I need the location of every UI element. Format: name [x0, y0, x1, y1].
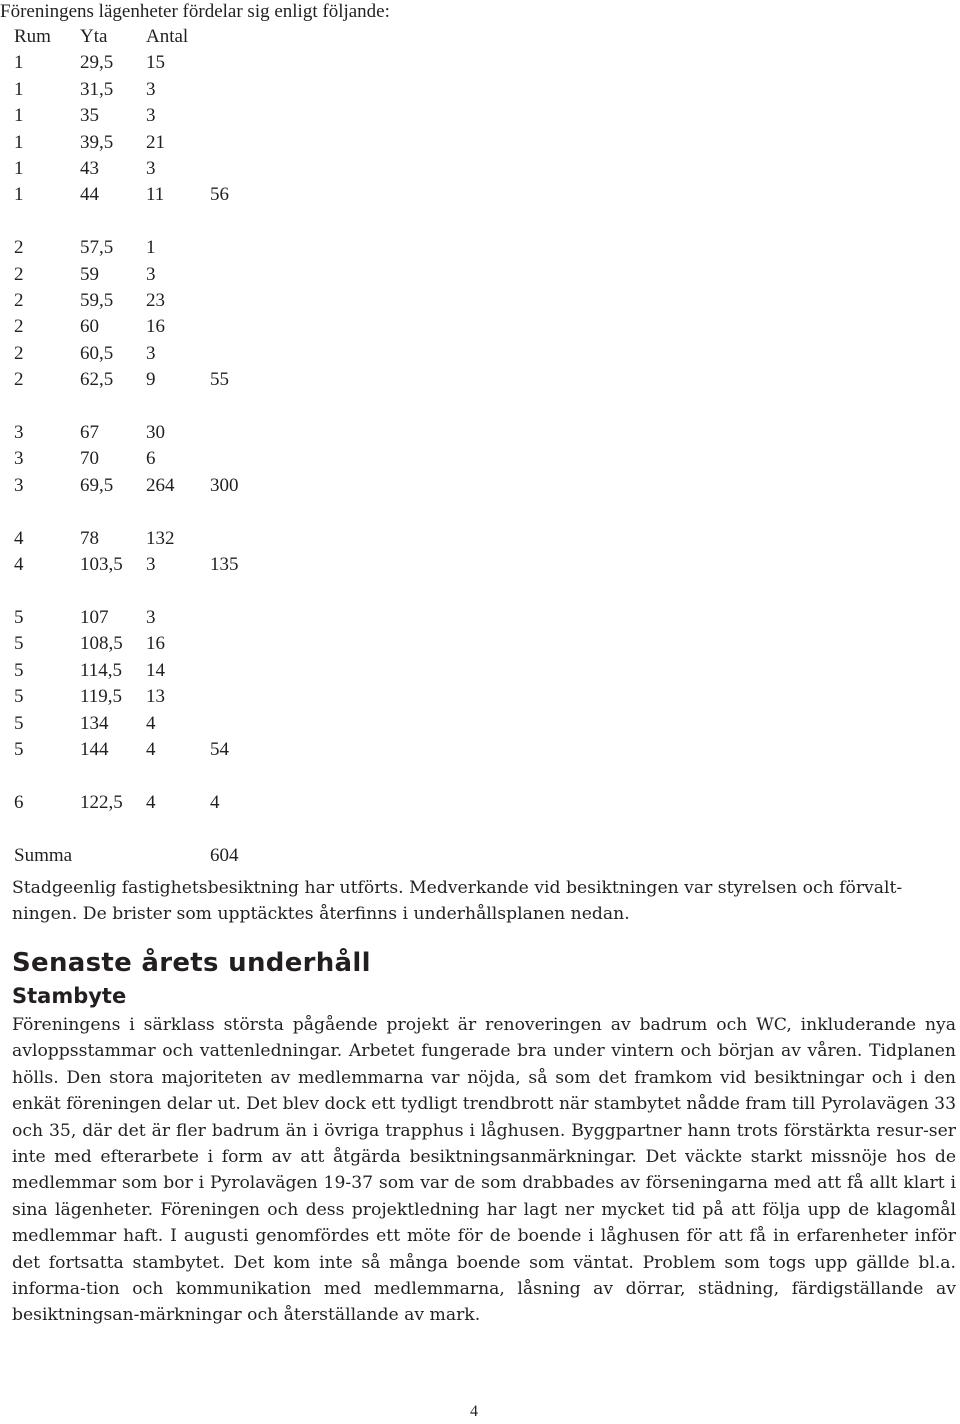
- cell-yta: 119,5: [80, 686, 123, 708]
- cell-antal: 23: [146, 290, 165, 312]
- table-row: [14, 288, 270, 314]
- table-spacer-row: [14, 816, 270, 842]
- cell-empty: [210, 420, 270, 446]
- cell-rum: 4: [14, 554, 24, 576]
- cell-group-subtotal: 4: [210, 791, 220, 813]
- cell-rum: 5: [14, 738, 24, 760]
- cell-yta: 103,5: [80, 554, 123, 576]
- table-row: [14, 367, 270, 393]
- cell-antal: 13: [146, 686, 165, 708]
- table-row: [14, 552, 270, 578]
- table-row: [14, 658, 270, 684]
- column-header-antal: Antal: [146, 26, 189, 47]
- table-row: [14, 314, 270, 340]
- cell-group-subtotal: 54: [210, 738, 229, 760]
- cell-yta: 144: [80, 738, 109, 760]
- cell-yta: 134: [80, 712, 109, 734]
- cell-yta: 39,5: [80, 131, 114, 153]
- table-row: [14, 182, 270, 208]
- body-paragraph: Föreningens i särklass största pågående projekt är renoveringen av badrum och WC, inkluderande nya avloppsstammar och vattenledningar. Arbetet fungerade bra under vintern och början av våren. Tidplanen hölls. Den stora majoriteten av medlemmarna var nöjda, så som det framkom vid besiktningar och i den enkät föreningen delar ut. Det blev dock ett tydligt trendbrott när stambytet nådde fram till Pyrolavägen 33 och 35, där det är fler badrum än i övriga trapphus i låghusen. Byggpartner hann trots förstärkta resur-ser inte med efterarbete i form av att åtgärda besiktningsanmärkningar. Det väckte starkt missnöje hos de medlemmar som bor i Pyrolavägen 19-37 som var de som drabbades av förseningarna med att få allt klart i sina lägenheter. Föreningen och dess projektledning har lagt ner mycket tid på att följa upp de klagomål medlemmar haft. I augusti genomfördes ett möte för de boende i låghusen för att få in erfarenheter inför det fortsatta stambytet. Det kom inte så många boende som väntat. Problem som togs upp gällde bl.a. informa-tion och kommunikation med medlemmarna, låsning av dörrar, städning, färdigställande av besiktningsan-märkningar och återställande av mark.: [12, 1015, 956, 1326]
- cell-rum: 3: [14, 422, 24, 444]
- column-header-subtotal: [210, 24, 270, 50]
- cell-antal: 264: [146, 474, 175, 496]
- column-header-yta: Yta: [80, 26, 108, 47]
- cell-empty: [210, 446, 270, 472]
- cell-yta: 57,5: [80, 237, 114, 259]
- cell-empty: [210, 526, 270, 552]
- cell-rum: 2: [14, 290, 24, 312]
- cell-yta: 60,5: [80, 342, 114, 364]
- cell-rum: 2: [14, 263, 24, 285]
- table-row: [14, 790, 270, 816]
- table-row: [14, 684, 270, 710]
- cell-antal: 3: [146, 554, 156, 576]
- cell-yta: 67: [80, 422, 99, 444]
- cell-rum: 1: [14, 158, 24, 180]
- cell-antal: 6: [146, 448, 156, 470]
- cell-group-subtotal: 55: [210, 369, 229, 391]
- cell-rum: 6: [14, 791, 24, 813]
- table-row: [14, 711, 270, 737]
- cell-group-subtotal: 300: [210, 474, 239, 496]
- cell-yta: 59,5: [80, 290, 114, 312]
- cell-rum: 1: [14, 52, 24, 74]
- cell-antal: 1: [146, 237, 156, 259]
- cell-antal: 3: [146, 606, 156, 628]
- table-sum-row: [14, 843, 270, 869]
- cell-antal: 4: [146, 712, 156, 734]
- cell-rum: 5: [14, 633, 24, 655]
- cell-empty: [210, 262, 270, 288]
- cell-rum: 3: [14, 448, 24, 470]
- table-spacer-row: [14, 578, 270, 604]
- table-row: [14, 605, 270, 631]
- cell-yta: 122,5: [80, 791, 123, 813]
- table-row: [14, 235, 270, 261]
- cell-yta: 44: [80, 184, 99, 206]
- table-row: [14, 420, 270, 446]
- sum-value: 604: [210, 844, 239, 866]
- cell-empty: [210, 711, 270, 737]
- cell-yta: 114,5: [80, 659, 123, 681]
- cell-rum: 1: [14, 78, 24, 100]
- cell-antal: 3: [146, 158, 156, 180]
- cell-yta: 78: [80, 527, 99, 549]
- cell-empty: [210, 130, 270, 156]
- table-spacer-row: [14, 394, 270, 420]
- cell-rum: 3: [14, 474, 24, 496]
- cell-empty: [210, 605, 270, 631]
- table-row: [14, 473, 270, 499]
- cell-yta: 70: [80, 448, 99, 470]
- cell-yta: 108,5: [80, 633, 123, 655]
- cell-yta: 62,5: [80, 369, 114, 391]
- cell-empty: [210, 156, 270, 182]
- cell-antal: 30: [146, 422, 165, 444]
- table-spacer-row: [14, 209, 270, 235]
- cell-group-subtotal: 56: [210, 184, 229, 206]
- cell-empty: [210, 314, 270, 340]
- cell-yta: 43: [80, 158, 99, 180]
- cell-yta: 35: [80, 105, 99, 127]
- cell-rum: 5: [14, 712, 24, 734]
- cell-empty: [210, 658, 270, 684]
- table-row: [14, 737, 270, 763]
- subsection-title: Stambyte: [12, 984, 127, 1008]
- cell-yta: 29,5: [80, 52, 114, 74]
- table-row: [14, 341, 270, 367]
- cell-antal: 3: [146, 342, 156, 364]
- cell-antal: 3: [146, 105, 156, 127]
- cell-empty: [210, 50, 270, 76]
- cell-empty: [210, 235, 270, 261]
- table-row: [14, 130, 270, 156]
- cell-rum: 1: [14, 184, 24, 206]
- cell-yta: 60: [80, 316, 99, 338]
- cell-antal: 16: [146, 316, 165, 338]
- table-row: [14, 156, 270, 182]
- cell-rum: 2: [14, 237, 24, 259]
- cell-rum: 2: [14, 316, 24, 338]
- cell-antal: 15: [146, 52, 165, 74]
- apartment-distribution-table: [14, 24, 270, 869]
- table-row: [14, 526, 270, 552]
- cell-rum: 5: [14, 686, 24, 708]
- page-number: 4: [470, 1403, 478, 1420]
- cell-yta: 31,5: [80, 78, 114, 100]
- inspection-paragraph: Stadgeenlig fastighetsbesiktning har utförts. Medverkande vid besiktningen var styrelsen och förvalt-ningen. De brister som upptäcktes återfinns i underhållsplanen nedan.: [12, 878, 903, 924]
- column-header-rum: Rum: [14, 26, 51, 47]
- cell-antal: 132: [146, 527, 175, 549]
- cell-empty: [210, 631, 270, 657]
- table-row: [14, 103, 270, 129]
- table-spacer-row: [14, 763, 270, 789]
- cell-antal: 14: [146, 659, 165, 681]
- cell-empty: [210, 103, 270, 129]
- table-row: [14, 446, 270, 472]
- cell-antal: 21: [146, 131, 165, 153]
- table-row: [14, 50, 270, 76]
- cell-empty: [210, 341, 270, 367]
- cell-rum: 2: [14, 342, 24, 364]
- cell-antal: 3: [146, 78, 156, 100]
- cell-yta: 107: [80, 606, 109, 628]
- table-body: [14, 50, 270, 816]
- table-row: [14, 262, 270, 288]
- table-header-row: [14, 24, 270, 50]
- cell-yta: 59: [80, 263, 99, 285]
- cell-antal: 4: [146, 791, 156, 813]
- cell-empty: [210, 77, 270, 103]
- cell-yta: 69,5: [80, 474, 114, 496]
- table-row: [14, 77, 270, 103]
- cell-rum: 4: [14, 527, 24, 549]
- cell-antal: 9: [146, 369, 156, 391]
- cell-empty: [210, 684, 270, 710]
- sum-label: Summa: [14, 844, 73, 866]
- cell-rum: 2: [14, 369, 24, 391]
- table-spacer-row: [14, 499, 270, 525]
- cell-rum: 1: [14, 105, 24, 127]
- cell-empty: [210, 288, 270, 314]
- cell-antal: 3: [146, 263, 156, 285]
- cell-antal: 16: [146, 633, 165, 655]
- intro-text: Föreningens lägenheter fördelar sig enligt följande:: [0, 1, 390, 22]
- table-row: [14, 631, 270, 657]
- cell-antal: 4: [146, 738, 156, 760]
- cell-rum: 5: [14, 659, 24, 681]
- cell-antal: 11: [146, 184, 165, 206]
- cell-group-subtotal: 135: [210, 554, 239, 576]
- cell-rum: 1: [14, 131, 24, 153]
- cell-rum: 5: [14, 606, 24, 628]
- section-title: Senaste årets underhåll: [12, 948, 371, 978]
